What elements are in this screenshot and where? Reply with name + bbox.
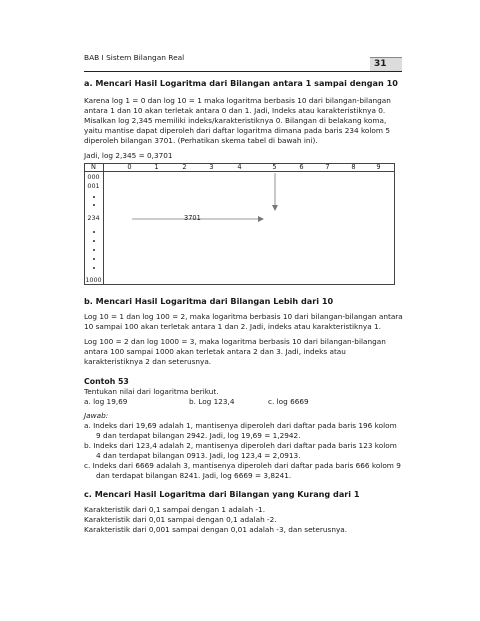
header-rule <box>84 71 402 72</box>
page-number: 31 <box>374 59 387 69</box>
section-a-result: Jadi, log 2,345 = 0,3701 <box>84 151 173 160</box>
answer-line: 4 dan terdapat bilangan 0913. Jadi, log 123,4 = 2,0913. <box>96 451 301 460</box>
section-a-line: diperoleh bilangan 3701. (Perhatikan skema tabel di bawah ini). <box>84 136 318 145</box>
section-b-line: antara 100 sampai 1000 akan terletak antara 2 dan 3. Jadi, indeks atau <box>84 347 346 356</box>
log-table-col: 8 <box>351 163 356 171</box>
example-item: c. log 6669 <box>268 397 309 406</box>
lookup-arrows <box>84 163 395 285</box>
log-table-col: 7 <box>325 163 330 171</box>
example-item: a. log 19,69 <box>84 397 128 406</box>
section-b-line: karakteristiknya 2 dan seterusnya. <box>84 357 212 366</box>
arrow-down-icon <box>272 205 278 211</box>
example-title: Contoh 53 <box>84 377 129 386</box>
answer-label: Jawab: <box>84 411 109 420</box>
log-table-value: 3701 <box>184 214 201 222</box>
section-c-line: Karakteristik dari 0,001 sampai dengan 0,01 adalah -3, dan seterusnya. <box>84 525 348 534</box>
log-table-col: 4 <box>237 163 242 171</box>
log-table-row-label: 000 <box>87 173 100 181</box>
example-prompt: Tentukan nilai dari logaritma berikut. <box>84 387 219 396</box>
log-table-header-n: N <box>91 163 96 171</box>
example-item: b. Log 123,4 <box>189 397 235 406</box>
arrow-right-icon <box>258 216 264 222</box>
chapter-header: BAB I Sistem Bilangan Real <box>84 53 185 62</box>
log-table-col: 9 <box>376 163 381 171</box>
section-b-line: 10 sampai 100 akan terletak antara 1 dan 2. Jadi, indeks atau karakteristiknya 1. <box>84 322 381 331</box>
log-table-col: 6 <box>299 163 304 171</box>
section-c-title: c. Mencari Hasil Logaritma dari Bilangan yang Kurang dari 1 <box>84 489 360 499</box>
log-table-row-label: 234 <box>87 214 100 222</box>
answer-line: c. Indeks dari 6669 adalah 3, mantisenya diperoleh dari daftar pada baris 666 kolom 9 <box>84 461 401 470</box>
section-b-line: Log 100 = 2 dan log 1000 = 3, maka logaritma berbasis 10 dari bilangan-bilangan <box>84 337 386 346</box>
answer-line: dan terdapat bilangan 8241. Jadi, log 6669 = 3,8241. <box>96 471 292 480</box>
answer-line: 9 dan terdapat bilangan 2942. Jadi, log 19,69 = 1,2942. <box>96 431 301 440</box>
section-c-line: Karakteristik dari 0,1 sampai dengan 1 adalah -1. <box>84 505 266 514</box>
log-table-col: 2 <box>182 163 187 171</box>
answer-line: a. Indeks dari 19,69 adalah 1, mantisenya diperoleh dari daftar pada baris 196 kolom <box>84 421 397 430</box>
section-c-line: Karakteristik dari 0,01 sampai dengan 0,1 adalah -2. <box>84 515 277 524</box>
log-table-col: 5 <box>272 163 277 171</box>
section-b-title: b. Mencari Hasil Logaritma dari Bilangan Lebih dari 10 <box>84 296 334 306</box>
log-table-col: 0 <box>127 163 132 171</box>
section-a-line: Karena log 1 = 0 dan log 10 = 1 maka logaritma berbasis 10 dari bilangan-bilangan <box>84 96 391 105</box>
log-table-row-label: 001 <box>87 182 100 190</box>
section-a-title: a. Mencari Hasil Logaritma dari Bilangan antara 1 sampai dengan 10 <box>84 78 398 88</box>
section-b-line: Log 10 = 1 dan log 100 = 2, maka logaritma berbasis 10 dari bilangan-bilangan antara <box>84 312 403 321</box>
section-a-line: Misalkan log 2,345 memiliki indeks/karakteristiknya 0. Bilangan di belakang koma, <box>84 116 387 125</box>
log-table-col: 1 <box>154 163 159 171</box>
log-table-row-label: 1000 <box>85 276 102 284</box>
section-a-line: yaitu mantise dapat diperoleh dari daftar logaritma dimana pada baris 234 kolom 5 <box>84 126 390 135</box>
answer-line: b. Indeks dari 123,4 adalah 2, mantisenya diperoleh dari daftar pada baris 123 kolom <box>84 441 397 450</box>
section-a-line: antara 1 dan 10 akan terletak antara 0 dan 1. Jadi, Indeks atau karakteristiknya 0. <box>84 106 386 115</box>
log-table-col: 3 <box>209 163 214 171</box>
